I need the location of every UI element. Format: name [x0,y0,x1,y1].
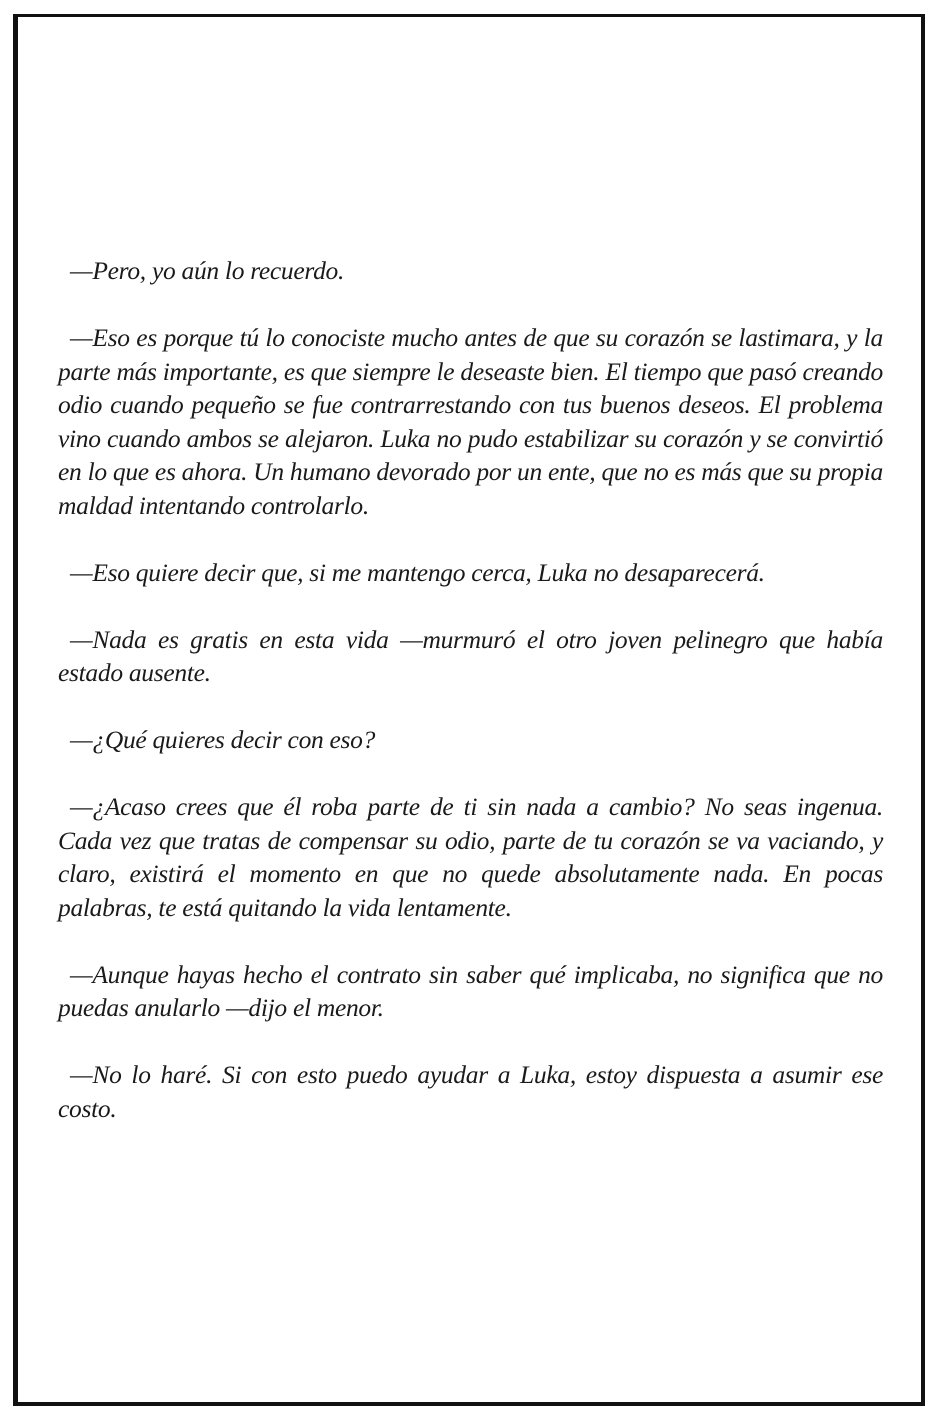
page-body-text [58,254,883,1125]
dialogue-paragraph: —Eso es porque tú lo conociste mucho antes de que su corazón se lastimara, y la parte más importante, es que siempre le deseaste bien. El tiempo que pasó creando odio cuando pequeño se fue contrarrestando con tus buenos deseos. El problema vino cuando ambos se alejaron. Luka no pudo estabilizar su corazón y se convirtió en lo que es ahora. Un humano devorado por un ente, que no es más que su propia maldad intentando controlarlo. [58,323,883,520]
dialogue-paragraph: —Eso quiere decir que, si me mantengo cerca, Luka no desaparecerá. [70,557,765,587]
dialogue-paragraph: —¿Qué quieres decir con eso? [70,725,376,754]
dialogue-paragraph: —Aunque hayas hecho el contrato sin saber qué implicaba, no significa que no puedas anularlo —dijo el menor. [58,959,883,1022]
dialogue-paragraph: —Nada es gratis en esta vida —murmuró el otro joven pelinegro que había estado ausente. [58,624,883,687]
dialogue-paragraph: —Pero, yo aún lo recuerdo. [70,256,345,285]
dialogue-paragraph: —¿Acaso crees que él roba parte de ti sin nada a cambio? No seas ingenua. Cada vez que tratas de compensar su odio, parte de tu corazón se va vaciando, y claro, existirá el momento en que no quede absolutamente nada. En pocas palabras, te está quitando la vida lentamente. [58,792,883,922]
dialogue-paragraph: —No lo haré. Si con esto puedo ayudar a Luka, estoy dispuesta a asumir ese costo. [58,1060,883,1123]
